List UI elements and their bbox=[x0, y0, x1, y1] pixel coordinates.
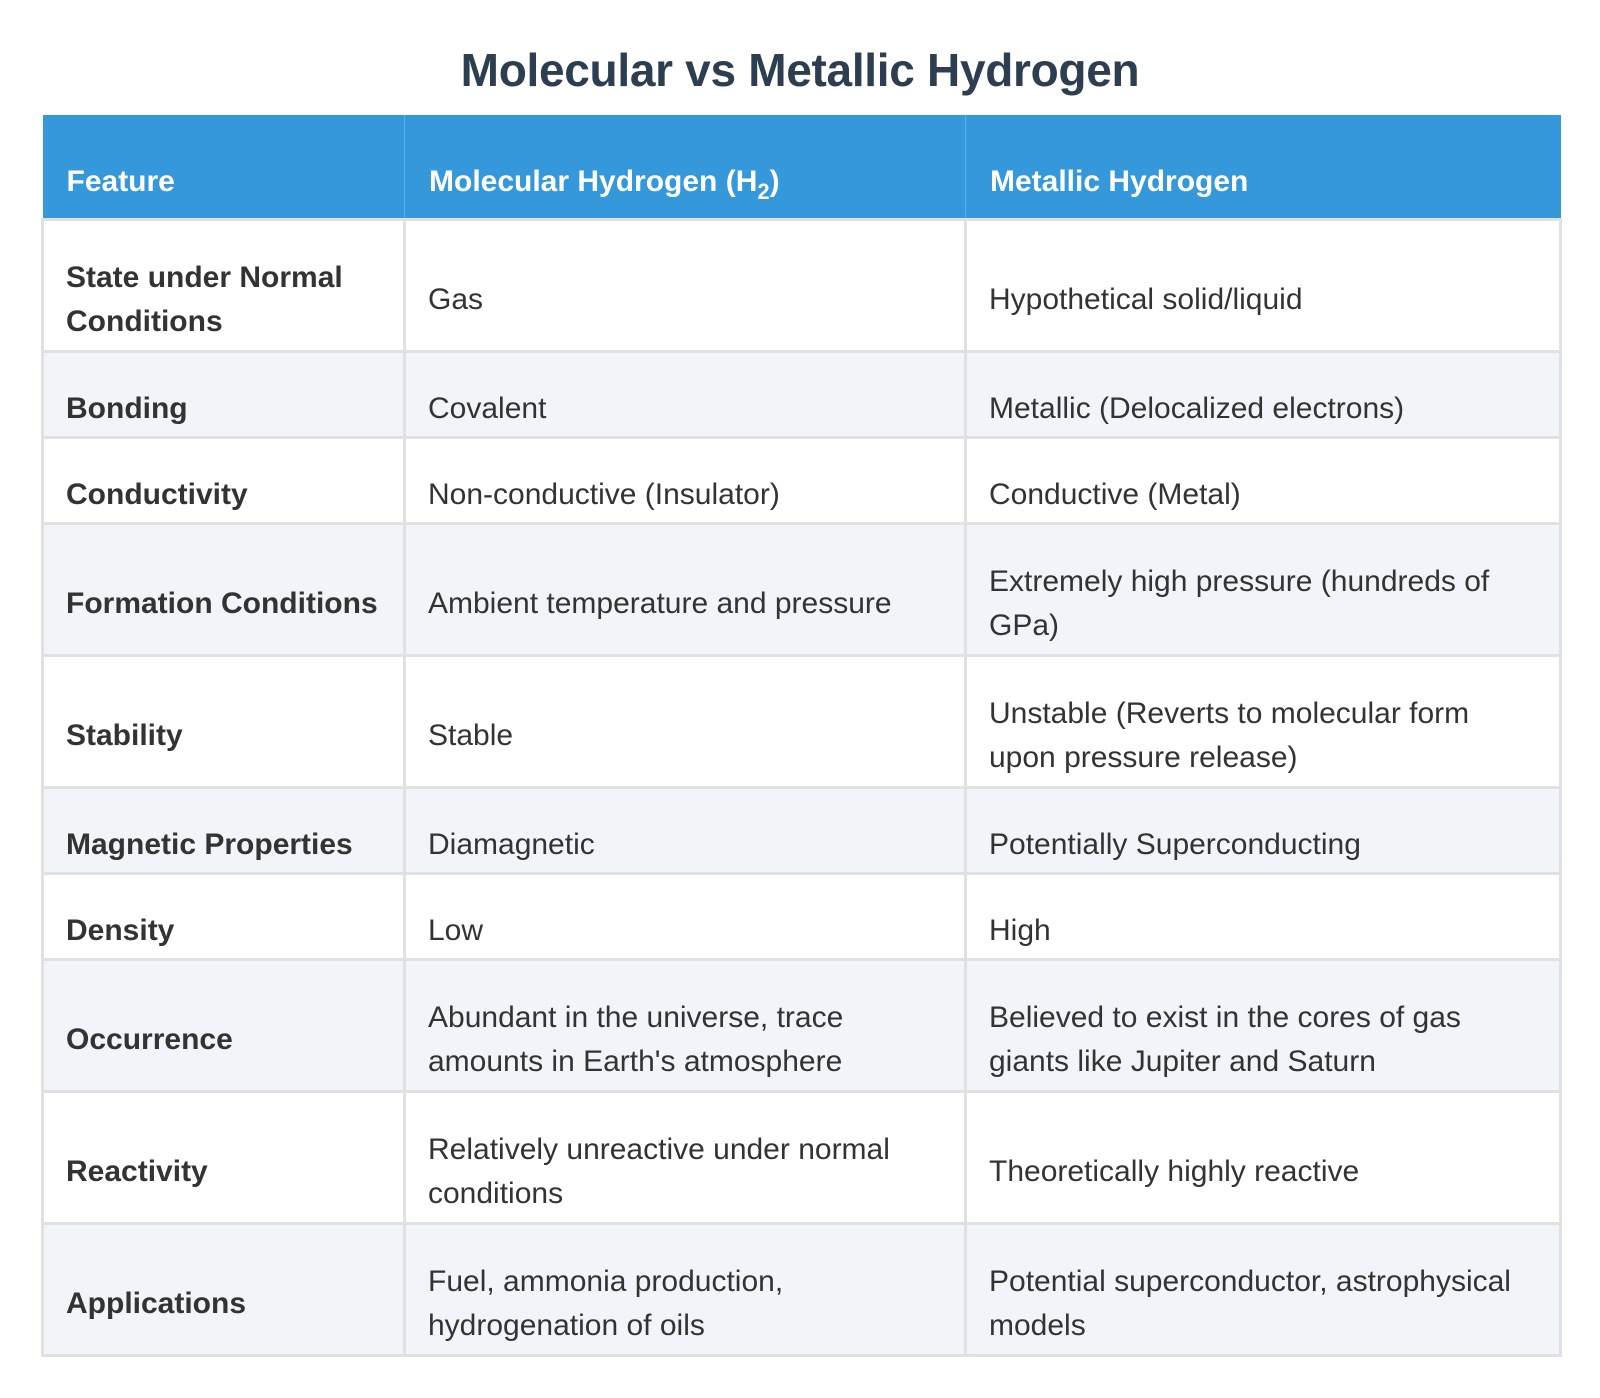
feature-cell: State under Normal Conditions bbox=[43, 219, 405, 351]
molecular-cell: Diamagnetic bbox=[405, 787, 966, 873]
metallic-cell: Believed to exist in the cores of gas giants like Jupiter and Saturn bbox=[966, 959, 1561, 1091]
table-row-occurrence bbox=[43, 959, 1561, 1091]
molecular-cell: Low bbox=[405, 873, 966, 959]
table-row-formation bbox=[43, 523, 1561, 655]
comparison-table bbox=[41, 115, 1562, 1357]
table-header bbox=[43, 115, 1561, 219]
feature-cell: Stability bbox=[43, 655, 405, 787]
page-title: Molecular vs Metallic Hydrogen bbox=[460, 44, 1140, 96]
table-row-conductivity bbox=[43, 437, 1561, 523]
molecular-cell: Gas bbox=[405, 219, 966, 351]
metallic-cell: Potentially Superconducting bbox=[966, 787, 1561, 873]
header-metallic-hydrogen: Metallic Hydrogen bbox=[966, 115, 1561, 219]
molecular-cell: Stable bbox=[405, 655, 966, 787]
table-row-state bbox=[43, 219, 1561, 351]
feature-cell: Bonding bbox=[43, 351, 405, 437]
metallic-cell: Hypothetical solid/liquid bbox=[966, 219, 1561, 351]
subscript-2: 2 bbox=[757, 178, 770, 204]
table-body bbox=[43, 219, 1561, 1355]
molecular-cell: Relatively unreactive under normal conditions bbox=[405, 1091, 966, 1223]
metallic-cell: Metallic (Delocalized electrons) bbox=[966, 351, 1561, 437]
header-molecular-close: ) bbox=[769, 164, 780, 198]
table-row-reactivity bbox=[43, 1091, 1561, 1223]
table-row-stability bbox=[43, 655, 1561, 787]
feature-cell: Reactivity bbox=[43, 1091, 405, 1223]
table-row-bonding bbox=[43, 351, 1561, 437]
header-molecular-hydrogen bbox=[405, 115, 966, 219]
metallic-cell: Unstable (Reverts to molecular form upon pressure release) bbox=[966, 655, 1561, 787]
molecular-cell: Non-conductive (Insulator) bbox=[405, 437, 966, 523]
metallic-cell: Potential superconductor, astrophysical models bbox=[966, 1223, 1561, 1355]
table-row-magnetic bbox=[43, 787, 1561, 873]
header-row bbox=[43, 115, 1561, 219]
metallic-cell: High bbox=[966, 873, 1561, 959]
feature-cell: Applications bbox=[43, 1223, 405, 1355]
feature-cell: Formation Conditions bbox=[43, 523, 405, 655]
feature-cell: Occurrence bbox=[43, 959, 405, 1091]
molecular-cell: Abundant in the universe, trace amounts in Earth's atmosphere bbox=[405, 959, 966, 1091]
metallic-cell: Theoretically highly reactive bbox=[966, 1091, 1561, 1223]
table-row-applications bbox=[43, 1223, 1561, 1355]
header-feature: Feature bbox=[43, 115, 405, 219]
molecular-cell: Fuel, ammonia production, hydrogenation of oils bbox=[405, 1223, 966, 1355]
metallic-cell: Conductive (Metal) bbox=[966, 437, 1561, 523]
feature-cell: Magnetic Properties bbox=[43, 787, 405, 873]
feature-cell: Density bbox=[43, 873, 405, 959]
molecular-cell: Ambient temperature and pressure bbox=[405, 523, 966, 655]
metallic-cell: Extremely high pressure (hundreds of GPa) bbox=[966, 523, 1561, 655]
molecular-cell: Covalent bbox=[405, 351, 966, 437]
feature-cell: Conductivity bbox=[43, 437, 405, 523]
table-row-density bbox=[43, 873, 1561, 959]
header-molecular-label: Molecular Hydrogen (H bbox=[429, 164, 758, 198]
